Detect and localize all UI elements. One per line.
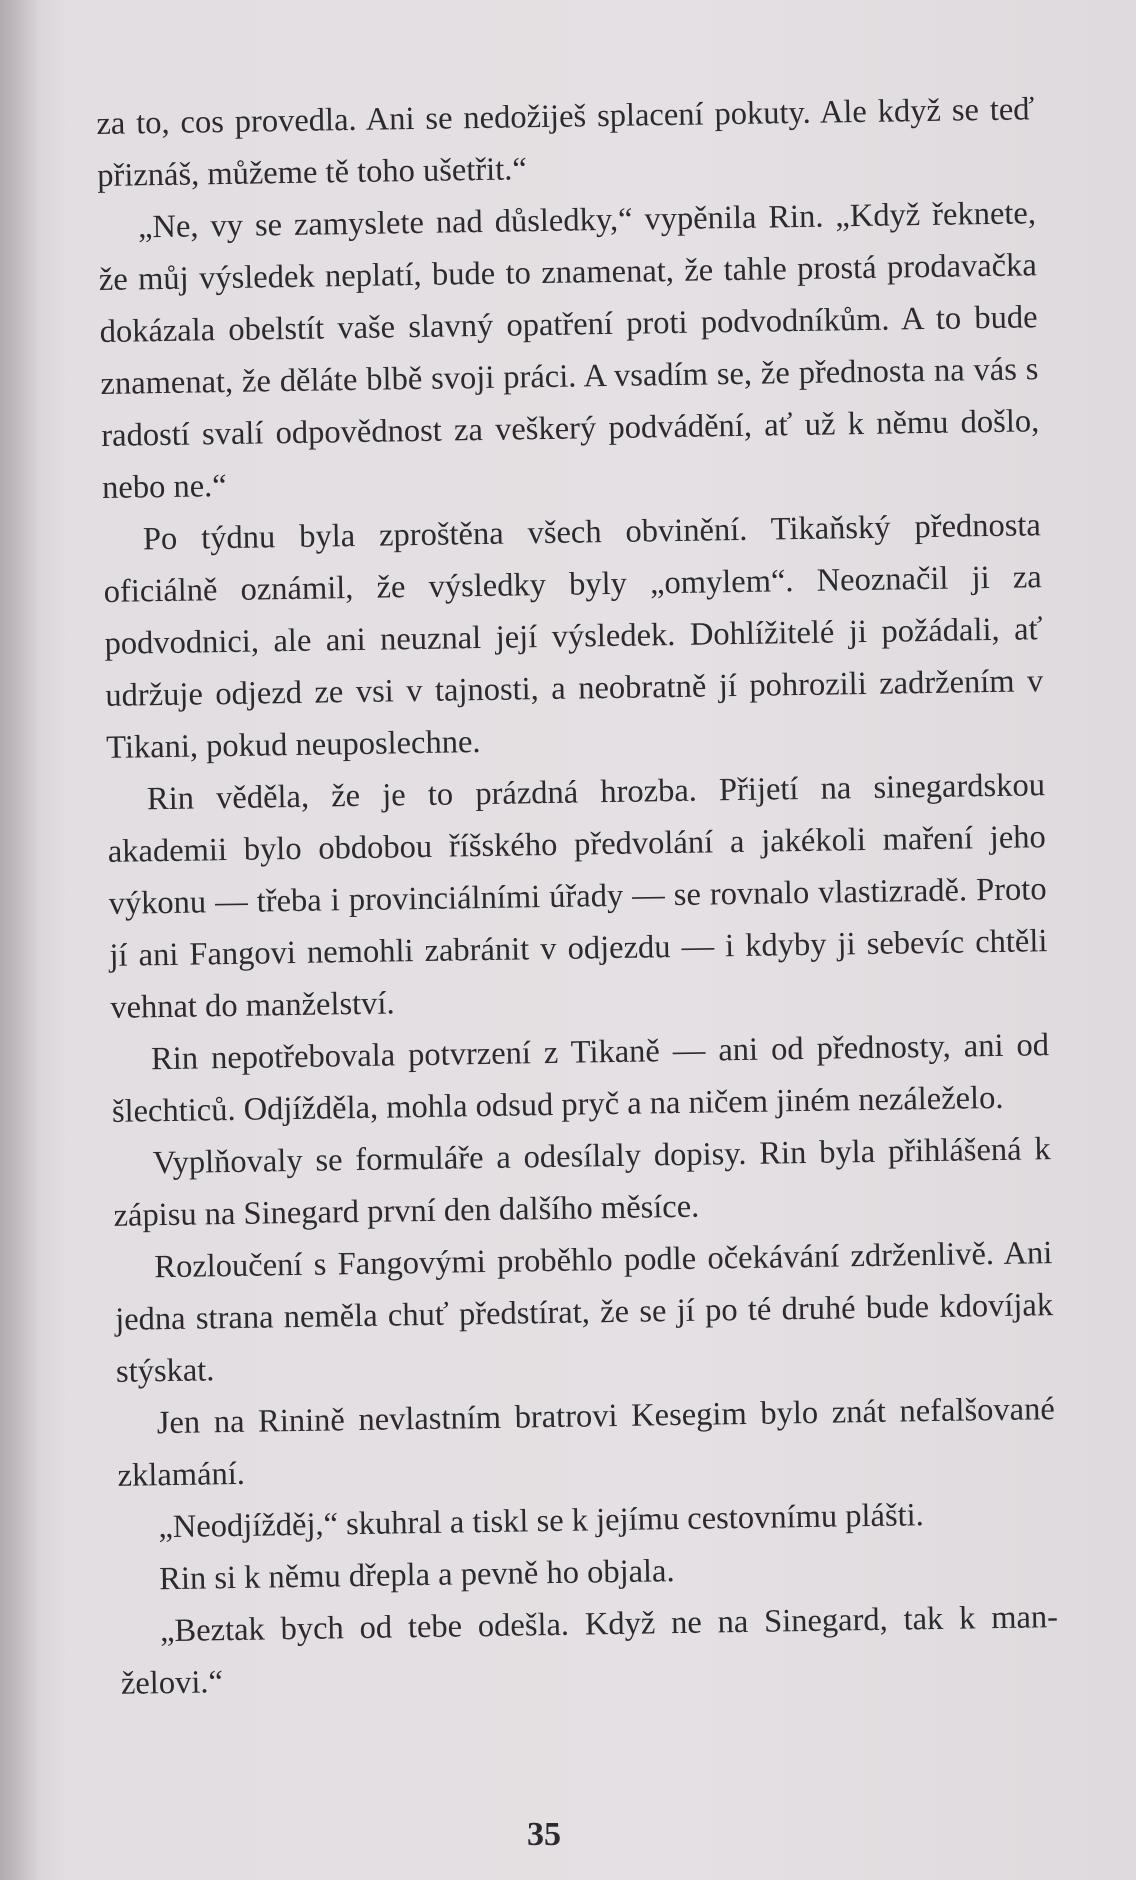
paragraph-1: za to, cos provedla. Ani se nedožiješ splacení pokuty. Ale když se teď přiznáš, můžeme tě toho ušetřit.“: [96, 91, 1035, 194]
page-number: 35: [527, 1816, 561, 1853]
paragraph-10: Rin si k němu dřepla a pevně ho objala.: [158, 1553, 675, 1598]
paragraph-5: Rin nepotřebovala potvrzení z Tikaně — ani od přednosty, ani od šlechticů. Odjížděla, mohla odsud pryč a na ničem jiném nezáleželo.: [111, 1027, 1050, 1130]
paragraph-3: Po týdnu byla zproštěna všech obvinění. Tikaňský přednosta oficiálně oznámil, že výsledky byly „omylem“. Neoznačil ji za podvodnici, ale ani neuznal její výsledek. Dohlížitelé ji požádali, ať udržuje odjezd ze vsi v tajnosti, a neobratně jí pohrozili zadržením v Tikani, pokud neuposlechne.: [103, 507, 1044, 766]
paragraph-9: „Neodjížděj,“ skuhral a tiskl se k jejímu cestovnímu plášti.: [158, 1497, 925, 1546]
paragraph-6: Vyplňovaly se formuláře a odesílaly dopisy. Rin byla přihlášená k zápisu na Sinegard první den dalšího měsíce.: [113, 1131, 1051, 1234]
gutter-shadow: [0, 0, 40, 1880]
paragraph-11: „Beztak bych od tebe odešla. Když ne na Sinegard, tak k manželovi.“: [120, 1599, 1059, 1702]
paragraph-8: Jen na Rinině nevlastním bratrovi Kesegim bylo znát nefalšované zklamání.: [117, 1391, 1055, 1494]
paragraph-7: Rozloučení s Fangovými proběhlo podle očekávání zdrženlivě. Ani jedna strana neměla chuť předstírat, že se jí po té druhé bude kdovíjak stýskat.: [114, 1235, 1054, 1390]
paragraph-2: „Ne, vy se zamyslete nad důsledky,“ vypěnila Rin. „Když řeknete, že můj výsledek neplatí, bude to znamenat, že tahle prostá prodavačka dokázala obelstít vaše slavný opatření proti podvodníkům. A to bude znamenat, že děláte blbě svoji práci. A vsadím se, že přednosta na vás s radostí svalí odpovědnost za veškerý podvádění, ať už k němu došlo, nebo ne.“: [98, 195, 1040, 506]
paragraph-4: Rin věděla, že je to prázdná hrozba. Přijetí na sinegardskou akademii bylo obdobou říšského předvolání a jakékoli maření jeho výkonu — třeba i provinciálními úřady — se rovnalo vlastizradě. Proto jí ani Fangovi nemohli zabránit v odjezdu — i kdyby ji sebevíc chtěli vehnat do manželství.: [107, 767, 1048, 1026]
body-text: [96, 83, 1059, 1710]
